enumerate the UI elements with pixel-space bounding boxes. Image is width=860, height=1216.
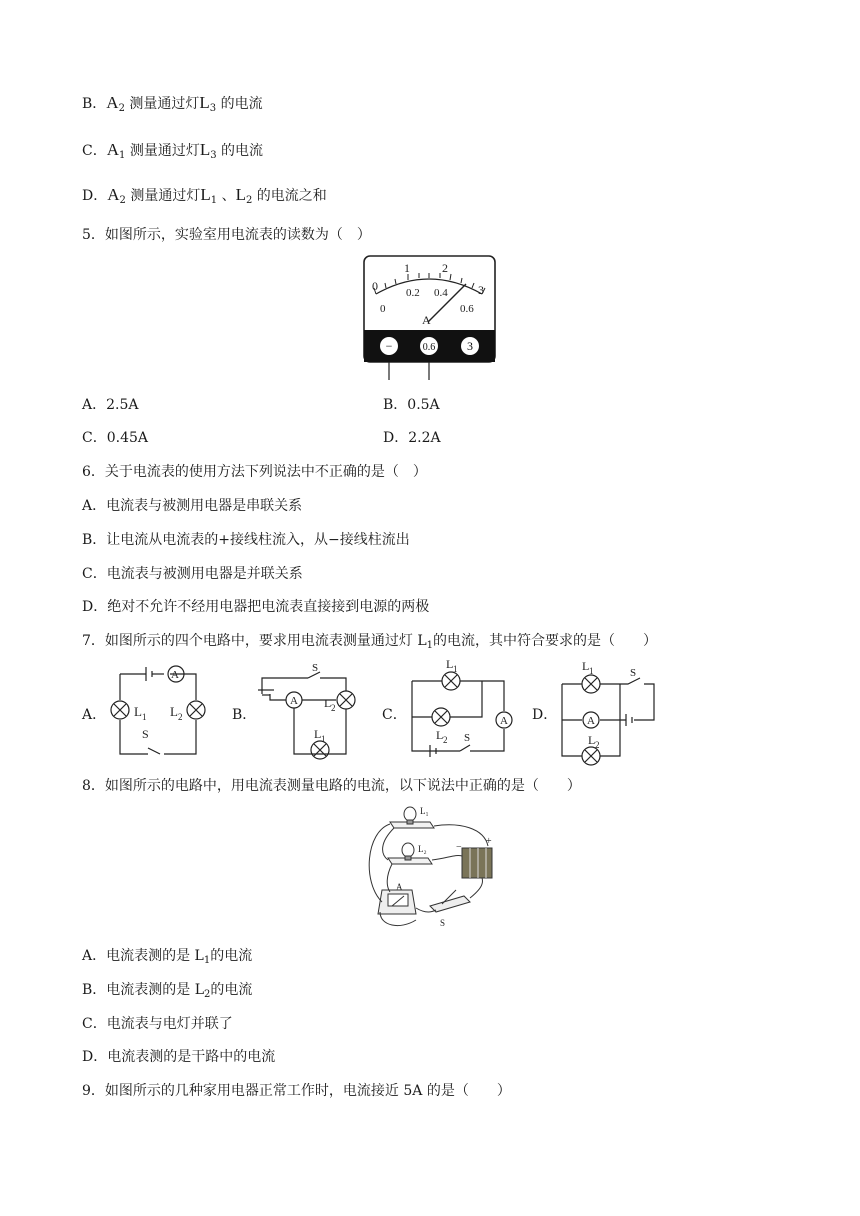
- q5-option-d[interactable]: D．2.2A: [383, 430, 441, 446]
- terminal-3: 3: [467, 339, 473, 353]
- fig-minus-label: −: [456, 842, 462, 853]
- ammeter-symbol: A: [171, 669, 179, 681]
- svg-text:1: 1: [321, 734, 326, 744]
- svg-text:A: A: [587, 715, 595, 727]
- svg-text:S: S: [464, 732, 471, 744]
- q9-stem: 9．如图所示的几种家用电器正常工作时，电流接近 5A 的是（ ）: [82, 1083, 511, 1099]
- svg-text:S: S: [630, 667, 637, 679]
- svg-text:1: 1: [589, 666, 594, 676]
- lamp-l2-label: L: [170, 704, 178, 719]
- fig-plus-label: +: [486, 836, 492, 847]
- svg-text:2: 2: [331, 703, 336, 713]
- svg-text:S: S: [312, 662, 319, 674]
- svg-text:2: 2: [443, 735, 448, 745]
- circuit-d: [554, 656, 660, 766]
- svg-text:1: 1: [142, 712, 147, 722]
- q6-option-a[interactable]: A．电流表与被测用电器是串联关系: [82, 498, 303, 514]
- svg-text:L: L: [582, 659, 590, 673]
- svg-text:L: L: [588, 733, 596, 747]
- lamp-l1-label: L: [134, 704, 142, 719]
- q6-option-d[interactable]: D．绝对不允许不经用电器把电流表直接接到电源的两极: [82, 599, 430, 615]
- switch-label: S: [142, 727, 149, 741]
- svg-text:1: 1: [453, 664, 458, 674]
- option-d-prev: D．$A_2$ 测量通过灯$L_1$ 、$L_2$ 的电流之和: [82, 185, 327, 206]
- q8-stem: 8．如图所示的电路中，用电流表测量电路的电流，以下说法中正确的是（ ）: [82, 778, 581, 794]
- fig-ammeter-label: A: [396, 882, 403, 892]
- q7-label-a[interactable]: A．: [82, 707, 107, 723]
- q6-stem: 6．关于电流表的使用方法下列说法中不正确的是（ ）: [82, 464, 427, 480]
- terminal-minus: −: [385, 339, 393, 353]
- svg-text:L: L: [324, 696, 332, 710]
- q5-stem: 5．如图所示，实验室用电流表的读数为（ ）: [82, 227, 371, 243]
- q8-option-b[interactable]: B．电流表测的是 $L_2$的电流: [82, 982, 253, 1000]
- circuit-c: [404, 655, 516, 761]
- top-scale-1: 1: [404, 261, 410, 275]
- terminal-06: 0.6: [422, 342, 436, 353]
- q8-option-a[interactable]: A．电流表测的是 $L_1$的电流: [82, 948, 253, 966]
- q6-option-c[interactable]: C．电流表与被测用电器是并联关系: [82, 566, 303, 582]
- q7-label-d[interactable]: D．: [532, 707, 558, 723]
- top-scale-3: 3: [478, 283, 484, 297]
- q7-label-c[interactable]: C．: [382, 707, 407, 723]
- svg-text:A: A: [290, 695, 298, 707]
- q7-stem: 7．如图所示的四个电路中，要求用电流表测量通过灯 $L_1$的电流，其中符合要求的是（ ）: [82, 633, 658, 651]
- svg-text:A: A: [500, 715, 508, 727]
- q5-option-a[interactable]: A．2.5A: [82, 397, 139, 413]
- option-b-prev: B．$A_2$ 测量通过灯$L_3$ 的电流: [82, 93, 263, 114]
- bottom-scale-0: 0: [380, 303, 386, 315]
- bottom-scale-02: 0.2: [406, 287, 420, 299]
- svg-text:L: L: [314, 727, 322, 741]
- fig-l2-label: L₂: [418, 844, 427, 854]
- top-scale-0: 0: [372, 279, 378, 293]
- fig-l1-label: L₁: [420, 806, 429, 816]
- fig-switch-label: S: [440, 918, 446, 928]
- circuit-a: [104, 662, 214, 762]
- q7-label-b[interactable]: B．: [232, 707, 257, 723]
- svg-text:L: L: [446, 657, 454, 671]
- top-scale-2: 2: [442, 261, 448, 275]
- q6-option-b[interactable]: B．让电流从电流表的+接线柱流入，从−接线柱流出: [82, 532, 410, 548]
- q5-option-c[interactable]: C．0.45A: [82, 430, 149, 446]
- physical-circuit-figure: [360, 802, 500, 938]
- ammeter-figure: [362, 254, 498, 384]
- bottom-scale-04: 0.4: [434, 287, 448, 299]
- unit-label: A: [422, 313, 431, 327]
- svg-text:2: 2: [178, 712, 183, 722]
- option-c-prev: C．$A_1$ 测量通过灯$L_3$ 的电流: [82, 140, 264, 161]
- circuit-b: [254, 662, 364, 762]
- bottom-scale-06: 0.6: [460, 303, 474, 315]
- q8-option-c[interactable]: C．电流表与电灯并联了: [82, 1016, 233, 1032]
- svg-text:2: 2: [595, 740, 600, 750]
- q8-option-d[interactable]: D．电流表测的是干路中的电流: [82, 1049, 276, 1065]
- q5-option-b[interactable]: B．0.5A: [383, 397, 440, 413]
- svg-text:L: L: [436, 728, 444, 742]
